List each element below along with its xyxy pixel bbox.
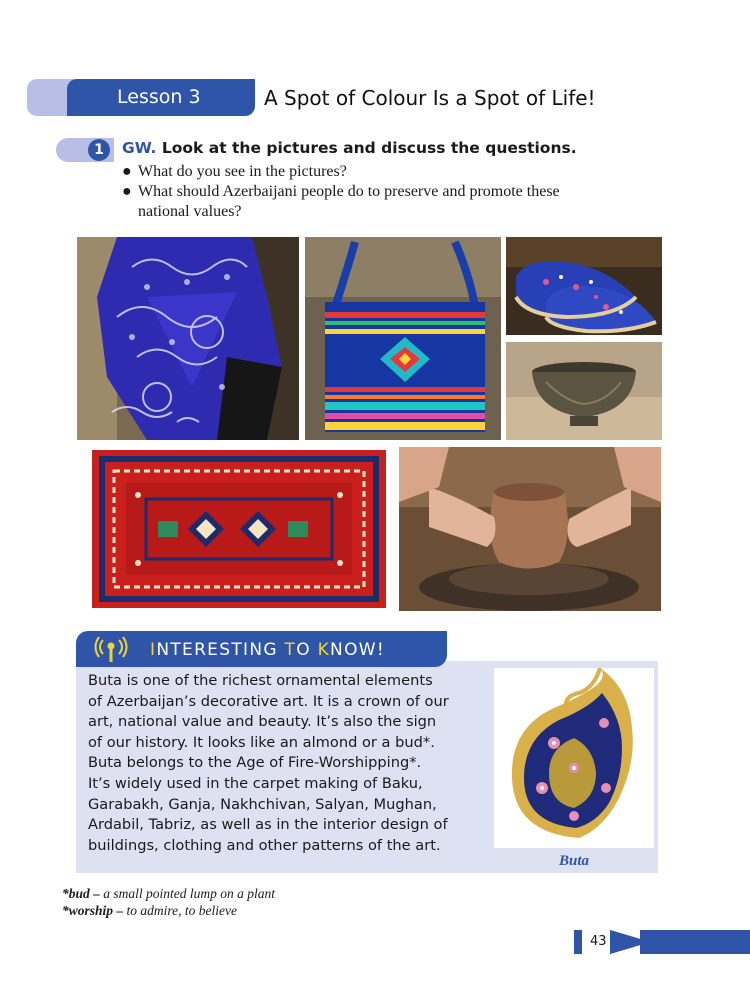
footnote-bud: *bud – a small pointed lump on a plant: [62, 886, 276, 901]
photo-embroidered-slippers: [506, 237, 662, 335]
question-1: ● What do you see in the pictures?: [122, 163, 347, 180]
exercise-heading: [122, 139, 577, 157]
buta-caption: Buta: [558, 853, 589, 869]
interesting-title: INTERESTING TO KNOW!: [150, 640, 385, 660]
photo-blue-kelaghayi-scarf: [77, 237, 299, 440]
lesson-title: A Spot of Colour Is a Spot of Life!: [264, 86, 596, 110]
text-line: buildings, clothing and other patterns of the art.: [88, 836, 441, 854]
signal-broadcast-icon: [94, 634, 128, 664]
text-line: Garabakh, Ganja, Nakhchivan, Salyan, Mughan,: [88, 795, 437, 813]
page-number: 43: [590, 934, 607, 949]
bullet-icon: ●: [122, 183, 132, 200]
text-line: of Azerbaijan’s decorative art. It is a crown of our: [88, 692, 449, 710]
text-line: Ardabil, Tabriz, as well as in the interior design of: [88, 816, 448, 834]
text-line: Buta is one of the richest ornamental elements: [88, 672, 433, 689]
photo-copper-bowl: [506, 342, 662, 440]
lesson-label: Lesson 3: [67, 79, 255, 116]
bullet-icon: ●: [122, 163, 132, 180]
footnote-worship: *worship – to admire, to believe: [62, 903, 237, 918]
exercise-number-badge: [56, 138, 114, 162]
photo-red-carpet: [88, 447, 392, 611]
text-line: of our history. It looks like an almond or a bud*.: [88, 733, 435, 751]
text-line: Buta belongs to the Age of Fire-Worshipping*.: [88, 754, 422, 772]
exercise-instruction: Look at the pictures and discuss the questions.: [161, 139, 577, 157]
buta-image: [494, 668, 654, 848]
page-arrow-icon: [610, 930, 750, 958]
text-line: art, national value and beauty. It’s also the sign: [88, 713, 437, 731]
page-number-marker: [574, 930, 582, 954]
lesson-tab: [27, 79, 255, 116]
interesting-text: [88, 671, 476, 856]
photo-pottery-wheel: [399, 447, 661, 611]
text-line: It’s widely used in the carpet making of Baku,: [88, 774, 423, 792]
question-2: ● What should Azerbaijani people do to preserve and promote these: [122, 183, 560, 200]
exercise-tag: GW.: [122, 139, 157, 157]
question-2-continued: national values?: [138, 203, 242, 220]
photo-woven-bag: [305, 237, 501, 440]
exercise-number: 1: [88, 139, 110, 161]
